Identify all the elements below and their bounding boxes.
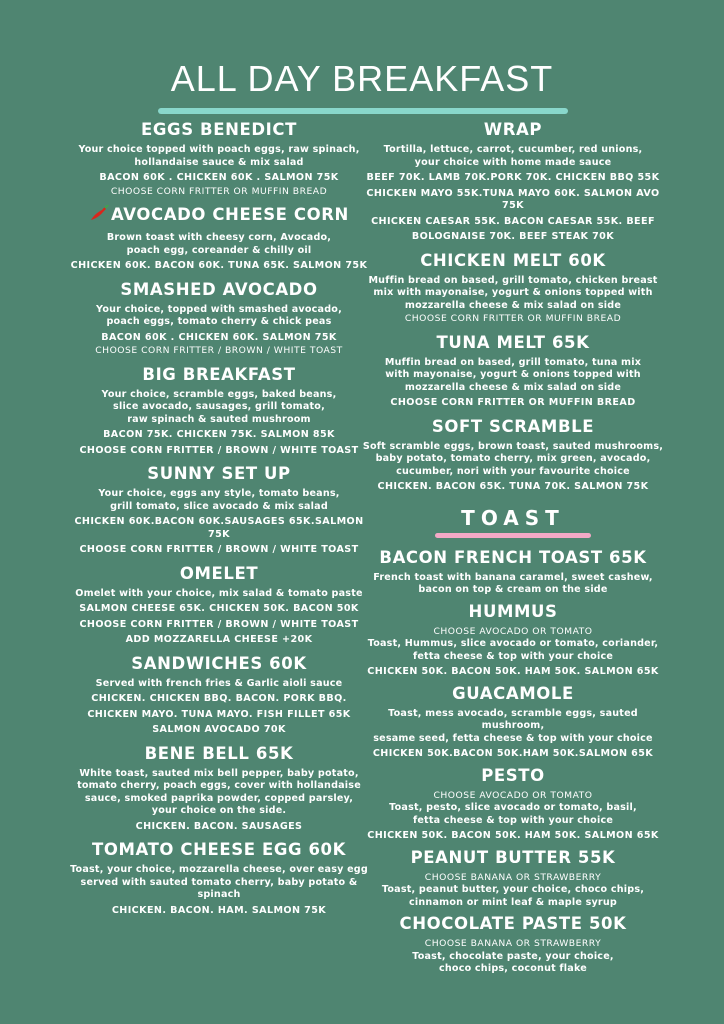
description: poach egg, coreander & chilly oil [126,244,312,256]
price-line: CHICKEN 50K. BACON 50K. HAM 50K. SALMON 65K [367,830,659,841]
description: Your choice, eggs any style, tomato beans, [98,488,340,499]
description: Soft scramble eggs, brown toast, sauted mushrooms, [362,440,664,452]
section-heading: AVOCADO CHEESE CORN [111,205,349,224]
description: French toast with banana caramel, sweet cashew, [373,571,653,583]
menu-section-wrap [358,120,668,244]
description: fetta cheese & top with your choice [412,650,614,662]
section-heading: SUNNY SET UP [147,464,291,483]
price-line: CHICKEN 60K.BACON 60K.SAUSAGES 65K.SALMON 75K [74,516,364,540]
description: with mayonaise, yogurt & onions topped with [385,369,641,380]
section-heading: OMELET [179,563,259,583]
price-line: BEEF 70K. LAMB 70K.PORK 70K. CHICKEN BBQ 55K [366,172,660,183]
price-line: CHICKEN CAESAR 55K. BACON CAESAR 55K. BEEF [371,215,655,227]
description: mix with mayonaise, yogurt & onions topped with [373,287,653,298]
option-note: CHOOSE AVOCADO OR TOMATO [433,625,593,637]
section-heading: BENE BELL 65K [144,743,294,763]
description: Toast, your choice, mozzarella cheese, over easy egg [70,864,368,875]
menu-section-hummus [358,602,668,679]
menu-section-guacamole [358,684,668,761]
description: mozzarella cheese & mix salad on side [404,381,622,393]
option-note: CHOOSE BANANA OR STRAWBERRY [424,871,602,883]
description: Muffin bread on based, grill tomato, tuna mix [384,356,642,368]
description: Toast, pesto, slice avocado or tomato, basil, [389,802,637,813]
menu-section-sunny-set-up [68,464,370,557]
description: sesame seed, fetta cheese & top with your choice [373,732,653,744]
menu-title: ALL DAY BREAKFAST [170,58,554,99]
section-heading: PESTO [481,765,545,785]
description: sauce, smoked paprika powder, copped parsley, [84,792,354,804]
description: your choice with home made sauce [414,156,612,168]
description: Your choice, scramble eggs, baked beans, [101,388,337,400]
price-line: BACON 60K . CHICKEN 60K . SALMON 75K [99,172,339,183]
section-heading: TUNA MELT 65K [436,332,590,352]
description: grill tomato, slice avocado & mix salad [110,500,328,512]
section-heading: SOFT SCRAMBLE [431,416,595,436]
menu-section-peanut-butter-55k [358,848,668,910]
menu-section-big-breakfast [68,365,370,458]
menu-section-smashed-avocado [68,280,370,358]
section-heading: HUMMUS [468,601,558,621]
description: Your choice, topped with smashed avocado, [96,303,342,315]
price-line: CHICKEN 50K.BACON 50K.HAM 50K.SALMON 65K [372,748,654,759]
description: White toast, sauted mix bell pepper, baby potato, [79,767,359,779]
price-line: CHICKEN MAYO 55K.TUNA MAYO 60K. SALMON AVO 75K [366,187,660,211]
price-line: CHICKEN 50K. BACON 50K. HAM 50K. SALMON 65K [367,666,659,677]
menu-section-tuna-melt-65k [358,333,668,410]
option-note: CHOOSE CORN FRITTER OR MUFFIN BREAD [404,313,622,324]
price-line: CHOOSE CORN FRITTER / BROWN / WHITE TOAST [79,618,359,630]
description: your choice on the side. [151,805,287,816]
price-line: SALMON AVOCADO 70K [152,724,286,735]
menu-section-bene-bell-65k [68,744,370,834]
description: served with sauted tomato cherry, baby potato & spinach [80,876,358,900]
description: Toast, chocolate paste, your choice, [412,950,614,962]
toast-underline-brush [435,533,591,538]
description: Served with french fries & Garlic aioli sauce [95,677,343,689]
description: slice avocado, sausages, grill tomato, [113,401,325,412]
price-line: BACON 60K . CHICKEN 60K. SALMON 75K [101,331,337,343]
section-heading: PEANUT BUTTER 55K [410,847,616,867]
description: Toast, Hummus, slice avocado or tomato, coriander, [367,638,659,649]
description: Toast, mess avocado, scramble eggs, sauted mushroom, [388,707,638,731]
menu-section-chicken-melt-60k [358,251,668,326]
description: bacon on top & cream on the side [418,584,608,595]
description: cinnamon or mint leaf & maple syrup [409,896,617,908]
price-line: SALMON CHEESE 65K. CHICKEN 50K. BACON 50K [79,603,359,614]
option-note: CHOOSE AVOCADO OR TOMATO [433,789,593,801]
description: Brown toast with cheesy corn, Avocado, [106,232,332,243]
menu-section-bacon-french-toast-65k [358,548,668,597]
description: fetta cheese & top with your choice [412,814,614,826]
price-line: CHICKEN 60K. BACON 60K. TUNA 65K. SALMON 75K [70,260,368,271]
price-line: CHICKEN MAYO. TUNA MAYO. FISH FILLET 65K [87,708,351,720]
price-line: CHICKEN. CHICKEN BBQ. BACON. PORK BBQ. [91,693,347,704]
description: mozzarella cheese & mix salad on side [404,299,622,311]
price-line: BOLOGNAISE 70K. BEEF STEAK 70K [411,231,615,242]
description: Muffin bread on based, grill tomato, chicken breast [368,274,658,286]
price-line: BACON 75K. CHICKEN 75K. SALMON 85K [103,429,335,440]
price-line: ADD MOZZARELLA CHEESE +20K [125,634,313,645]
section-heading: SANDWICHES 60K [131,653,307,673]
price-line: CHICKEN. BACON. SAUSAGES [135,820,303,832]
chili-pepper-icon [89,205,109,228]
price-line: CHOOSE CORN FRITTER / BROWN / WHITE TOAST [79,544,359,555]
menu-section-chocolate-paste-50k [358,914,668,976]
description: Your choice topped with poach eggs, raw spinach, [78,144,360,155]
price-line: CHICKEN. BACON. HAM. SALMON 75K [111,904,327,916]
left-column [68,120,370,924]
description: raw spinach & sauted mushroom [127,413,311,425]
menu-section-tomato-cheese-egg-60k [68,840,370,917]
section-heading: GUACAMOLE [452,683,574,703]
description: baby potato, tomato cherry, mix green, avocado, [375,453,651,464]
menu-section-soft-scramble [358,417,668,494]
menu-section-eggs-benedict [68,120,370,198]
menu-section-pesto [358,766,668,843]
menu-section-sandwiches-60k [68,654,370,737]
description: hollandaise sauce & mix salad [134,156,304,168]
description: choco chips, coconut flake [438,963,587,974]
section-heading: BACON FRENCH TOAST 65K [379,547,647,567]
menu-section-omelet [68,564,370,647]
option-note: CHOOSE BANANA OR STRAWBERRY [424,938,602,949]
description: Omelet with your choice, mix salad & tomato paste [75,587,363,599]
option-note: CHOOSE CORN FRITTER / BROWN / WHITE TOAST [95,345,343,356]
section-heading: EGGS BENEDICT [141,120,297,139]
section-heading: BIG BREAKFAST [142,364,296,384]
menu-section-avocado-cheese-corn [68,205,370,273]
description: Tortilla, lettuce, carrot, cucumber, red unions, [383,144,643,155]
right-column [358,120,668,981]
section-heading: SMASHED AVOCADO [120,279,318,299]
option-note: CHOOSE CORN FRITTER OR MUFFIN BREAD [110,185,328,197]
section-heading: WRAP [483,120,543,139]
price-line: CHOOSE CORN FRITTER OR MUFFIN BREAD [390,397,636,408]
title-underline-brush [158,108,568,114]
description: poach eggs, tomato cherry & chick peas [106,316,332,327]
description: Toast, peanut butter, your choice, choco chips, [381,884,645,895]
toast-heading: TOAST [461,505,565,530]
section-heading: TOMATO CHEESE EGG 60K [91,840,347,859]
section-heading: CHICKEN MELT 60K [420,250,606,270]
description: cucumber, nori with your favourite choice [396,465,630,477]
description: tomato cherry, poach eggs, cover with hollandaise [77,780,361,791]
price-line: CHOOSE CORN FRITTER / BROWN / WHITE TOAST [79,444,359,456]
price-line: CHICKEN. BACON 65K. TUNA 70K. SALMON 75K [377,481,649,492]
section-heading: CHOCOLATE PASTE 50K [399,914,627,933]
